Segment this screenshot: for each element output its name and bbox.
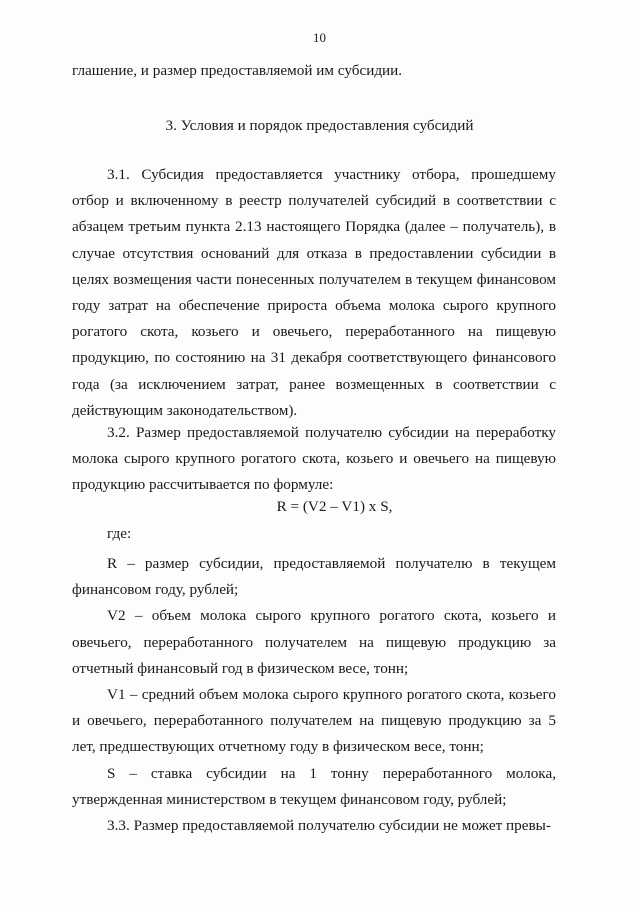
paragraph-block-1 [72, 162, 556, 424]
definition-r: R – размер субсидии, предоставляемой получателю в текущем финансовом году, рублей; [72, 555, 556, 599]
definition-v1: V1 – средний объем молока сырого крупного рогатого скота, козьего и овечьего, переработанного получателем на пищевую продукцию за 5 лет, предшествующих отчетному году в физическом весе, тонн; [72, 686, 556, 756]
definition-v2: V2 – объем молока сырого крупного рогатого скота, козьего и овечьего, переработанного получателем на пищевую продукцию за отчетный финансовый год в физическом весе, тонн; [72, 607, 556, 677]
definition-s: S – ставка субсидии на 1 тонну переработанного молока, утвержденная министерством в текущем финансовом году, рублей; [72, 764, 556, 808]
continuation-line: глашение, и размер предоставляемой им субсидии. [72, 62, 403, 79]
paragraph-3-3: 3.3. Размер предоставляемой получателю субсидии не может превы- [107, 817, 551, 835]
paragraph-block-2 [72, 420, 556, 499]
section-heading: 3. Условия и порядок предоставления субсидий [165, 117, 474, 134]
formula: R = (V2 – V1) x S, [276, 498, 393, 515]
page-number: 10 [313, 30, 326, 45]
paragraph-3-1: 3.1. Субсидия предоставляется участнику отбора, прошедшему отбор и включенному в реестр получателей субсидий в соответствии с абзацем третьим пункта 2.13 настоящего Порядка (далее – получатель), в случае отсутствия оснований для отказа в предоставлении субсидии в целях возмещения части понесенных получателем в текущем финансовом году затрат на обеспечение прироста объема молока сырого крупного рогатого скота, козьего и овечьего, переработанного на пищевую продукцию, по состоянию на 31 декабря соответствующего финансового года (за исключением затрат, ранее возмещенных в соответствии с действующим законодательством). [72, 166, 556, 419]
definitions-block [72, 551, 556, 839]
where-label: где: [107, 525, 132, 542]
paragraph-3-2: 3.2. Размер предоставляемой получателю субсидии на переработку молока сырого крупного рогатого скота, козьего и овечьего на пищевую продукцию рассчитывается по формуле: [72, 424, 556, 494]
